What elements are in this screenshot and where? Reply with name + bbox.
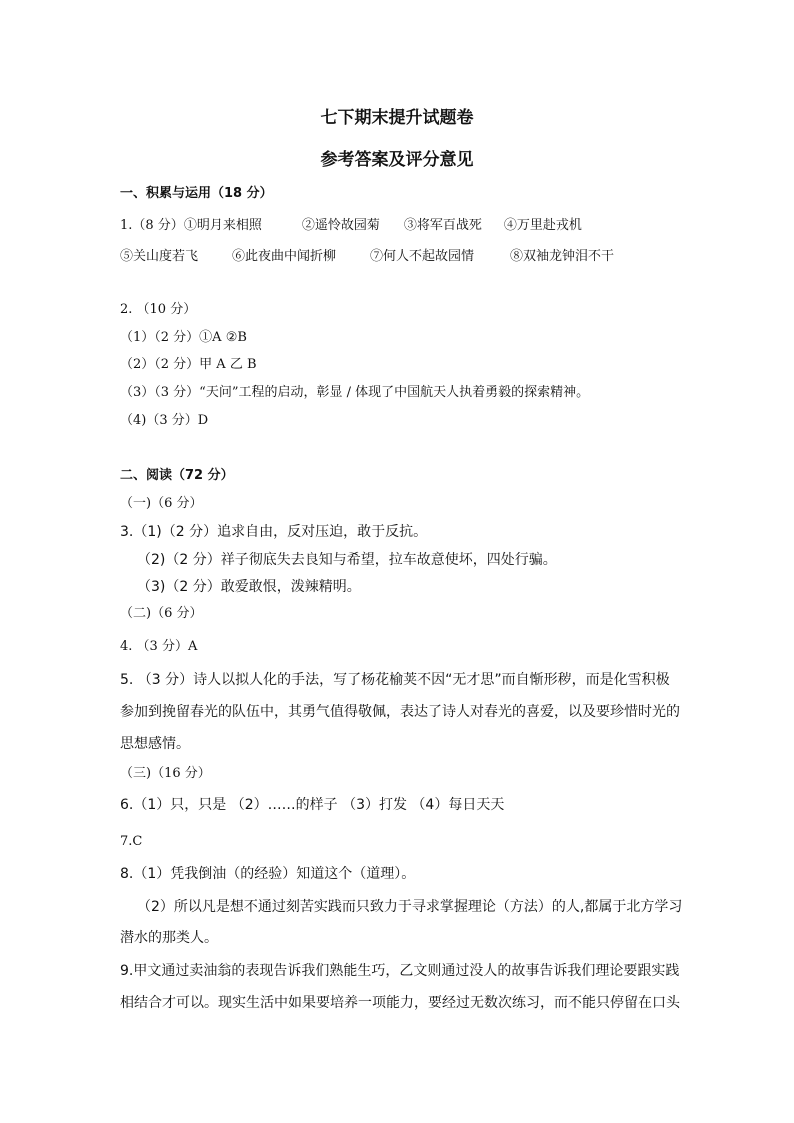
question-3-answer-1: 3.（1)（2 分）追求自由，反对压迫，敢于反抗。 [120,524,428,540]
part-2-label: （二)（6 分） [120,606,203,621]
poem-line-2: ②遥怜故园菊 [301,218,380,233]
part-1-label: （一)（6 分） [120,496,203,511]
question-9-answer-line-1: 9.甲文通过卖油翁的表现告诉我们熟能生巧，乙文则通过没人的故事告诉我们理论要跟实践 [120,963,680,979]
question-2-answer-4: （4)（3 分）D [120,413,209,428]
question-7-answer: 7.C [120,834,143,849]
poem-line-4: ④万里赴戎机 [503,218,582,233]
question-8-answer-1: 8.（1）凭我倒油（的经验）知道这个（道理）。 [120,866,416,882]
question-2-label: 2. （10 分） [120,302,197,317]
question-8-answer-2: （2）所以凡是想不通过刻苦实践而只致力于寻求掌握理论（方法）的人,都属于北方学习 [137,899,683,915]
question-5-answer-line-1: 5. （3 分）诗人以拟人化的手法，写了杨花榆荚不因“无才思”而自惭形秽，而是化雪积极 [120,672,670,688]
question-9-answer-line-2: 相结合才可以。现实生活中如果要培养一项能力，要经过无数次练习，而不能只停留在口头 [120,995,680,1011]
question-6-answer: 6.（1）只，只是 （2）……的样子 （3）打发 （4）每日天天 [120,797,505,813]
poem-line-6: ⑥此夜曲中闻折柳 [232,249,337,264]
question-5-answer-line-2: 参加到挽留春光的队伍中，其勇气值得敬佩，表达了诗人对春光的喜爱，以及要珍惜时光的 [120,704,680,720]
question-8-answer-2-cont: 潜水的那类人。 [120,930,218,946]
question-2-answer-3: （3）（3 分）“天问”工程的启动，彰显 / 体现了中国航天人执着勇毅的探索精神。 [120,385,590,400]
poem-line-5: ⑤关山度若飞 [120,249,199,264]
poem-line-7: ⑦何人不起故园情 [370,249,475,264]
poem-line-1: ①明月来相照 [183,218,262,233]
question-3-answer-3: （3)（2 分）敢爱敢恨，泼辣精明。 [137,579,361,595]
question-2-answer-2: （2）（2 分）甲 A 乙 B [120,357,257,372]
page-title: 七下期末提升试题卷 [320,108,474,128]
part-3-label: （三)（16 分） [120,766,211,781]
question-1-row-1 [120,218,582,234]
question-3-answer-2: （2)（2 分）祥子彻底失去良知与希望，拉车故意使坏，四处行骗。 [137,552,557,568]
section-2-heading: 二、阅读（72 分） [120,468,234,483]
question-5-answer-line-3: 思想感情。 [120,736,190,752]
question-1-label: 1.（8 分） [120,218,184,233]
poem-line-8: ⑧双袖龙钟泪不干 [510,249,615,264]
question-2-answer-1: （1）（2 分）①A ②B [120,330,247,345]
question-4-answer: 4. （3 分）A [120,639,198,654]
question-1-row-2 [120,249,614,265]
section-1-heading: 一、积累与运用（18 分） [120,186,273,201]
page-subtitle: 参考答案及评分意见 [320,150,474,170]
poem-line-3: ③将军百战死 [403,218,482,233]
